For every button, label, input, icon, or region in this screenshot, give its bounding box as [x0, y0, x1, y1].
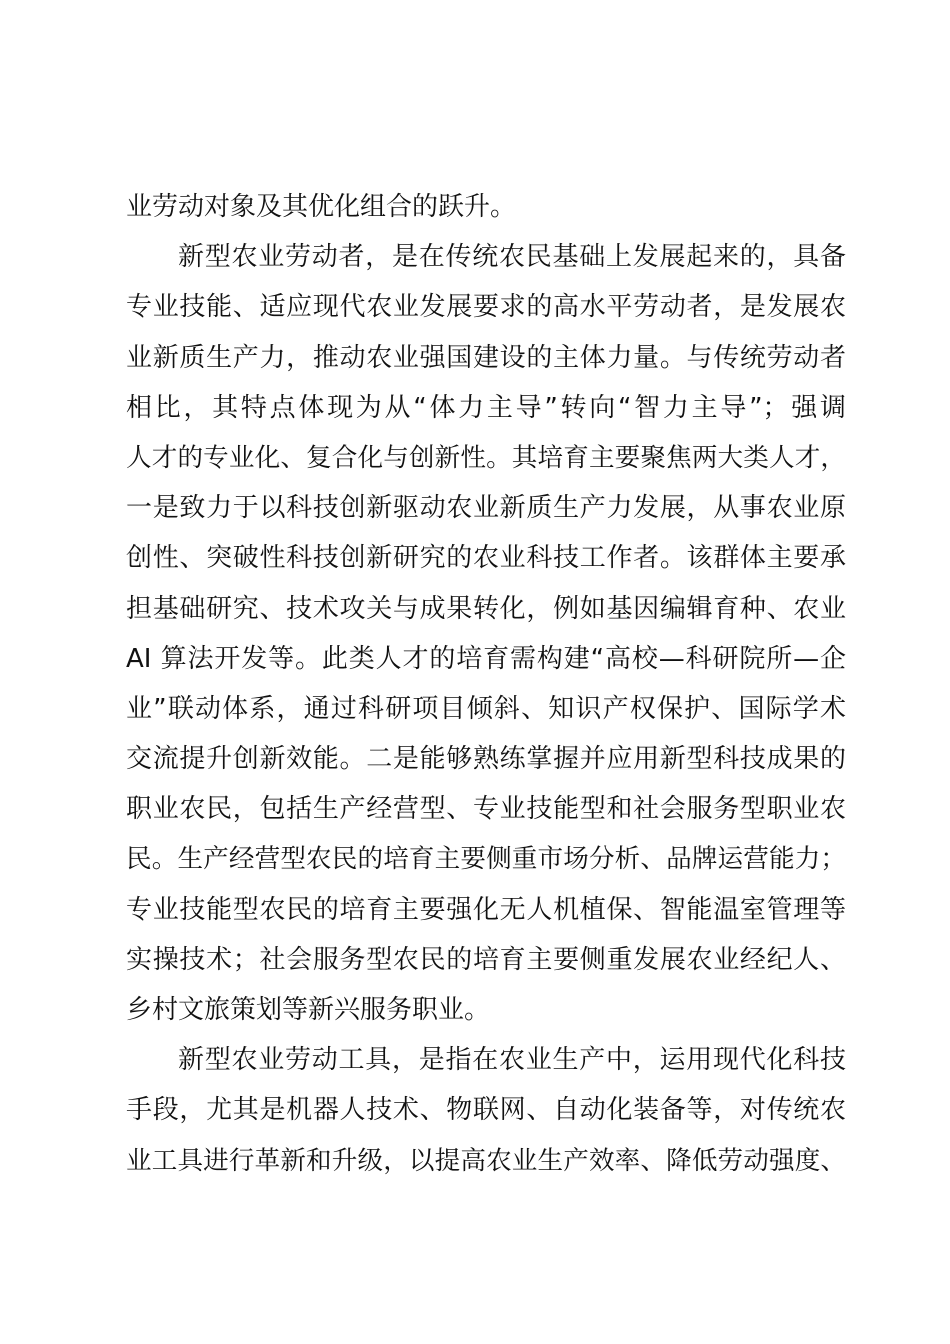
text-line: 相比，其特点体现为从“体力主导”转向“智力主导”；强调 — [126, 392, 846, 423]
text-line: 乡村文旅策划等新兴服务职业。 — [126, 995, 491, 1025]
text-line: AI 算法开发等。此类人才的培育需构建“高校—科研院所—企 — [126, 643, 846, 674]
text-line: 实操技术；社会服务型农民的培育主要侧重发展农业经纪人、 — [126, 944, 846, 975]
text-line: 业新质生产力，推动农业强国建设的主体力量。与传统劳动者 — [126, 342, 846, 373]
text-line: 新型农业劳动者，是在传统农民基础上发展起来的，具备 — [178, 242, 846, 273]
text-line: 职业农民，包括生产经营型、专业技能型和社会服务型职业农 — [126, 794, 846, 825]
text-line: 业劳动对象及其优化组合的跃升。 — [126, 192, 517, 222]
text-line: 交流提升创新效能。二是能够熟练掌握并应用新型科技成果的 — [126, 744, 846, 775]
text-line: 创性、突破性科技创新研究的农业科技工作者。该群体主要承 — [126, 543, 846, 574]
body-text — [126, 182, 846, 1186]
text-line: 新型农业劳动工具，是指在农业生产中，运用现代化科技 — [178, 1045, 846, 1076]
text-line: 一是致力于以科技创新驱动农业新质生产力发展，从事农业原 — [126, 493, 846, 524]
text-line: 专业技能、适应现代农业发展要求的高水平劳动者，是发展农 — [126, 292, 846, 323]
text-line: 手段，尤其是机器人技术、物联网、自动化装备等，对传统农 — [126, 1095, 846, 1126]
text-line: 民。生产经营型农民的培育主要侧重市场分析、品牌运营能力； — [126, 844, 846, 875]
text-line: 人才的专业化、复合化与创新性。其培育主要聚焦两大类人才， — [126, 442, 846, 473]
text-line: 专业技能型农民的培育主要强化无人机植保、智能温室管理等 — [126, 894, 846, 925]
text-line: 业”联动体系，通过科研项目倾斜、知识产权保护、国际学术 — [126, 693, 846, 724]
text-line: 业工具进行革新和升级，以提高农业生产效率、降低劳动强度、 — [126, 1145, 846, 1176]
text-line: 担基础研究、技术攻关与成果转化，例如基因编辑育种、农业 — [126, 593, 846, 624]
